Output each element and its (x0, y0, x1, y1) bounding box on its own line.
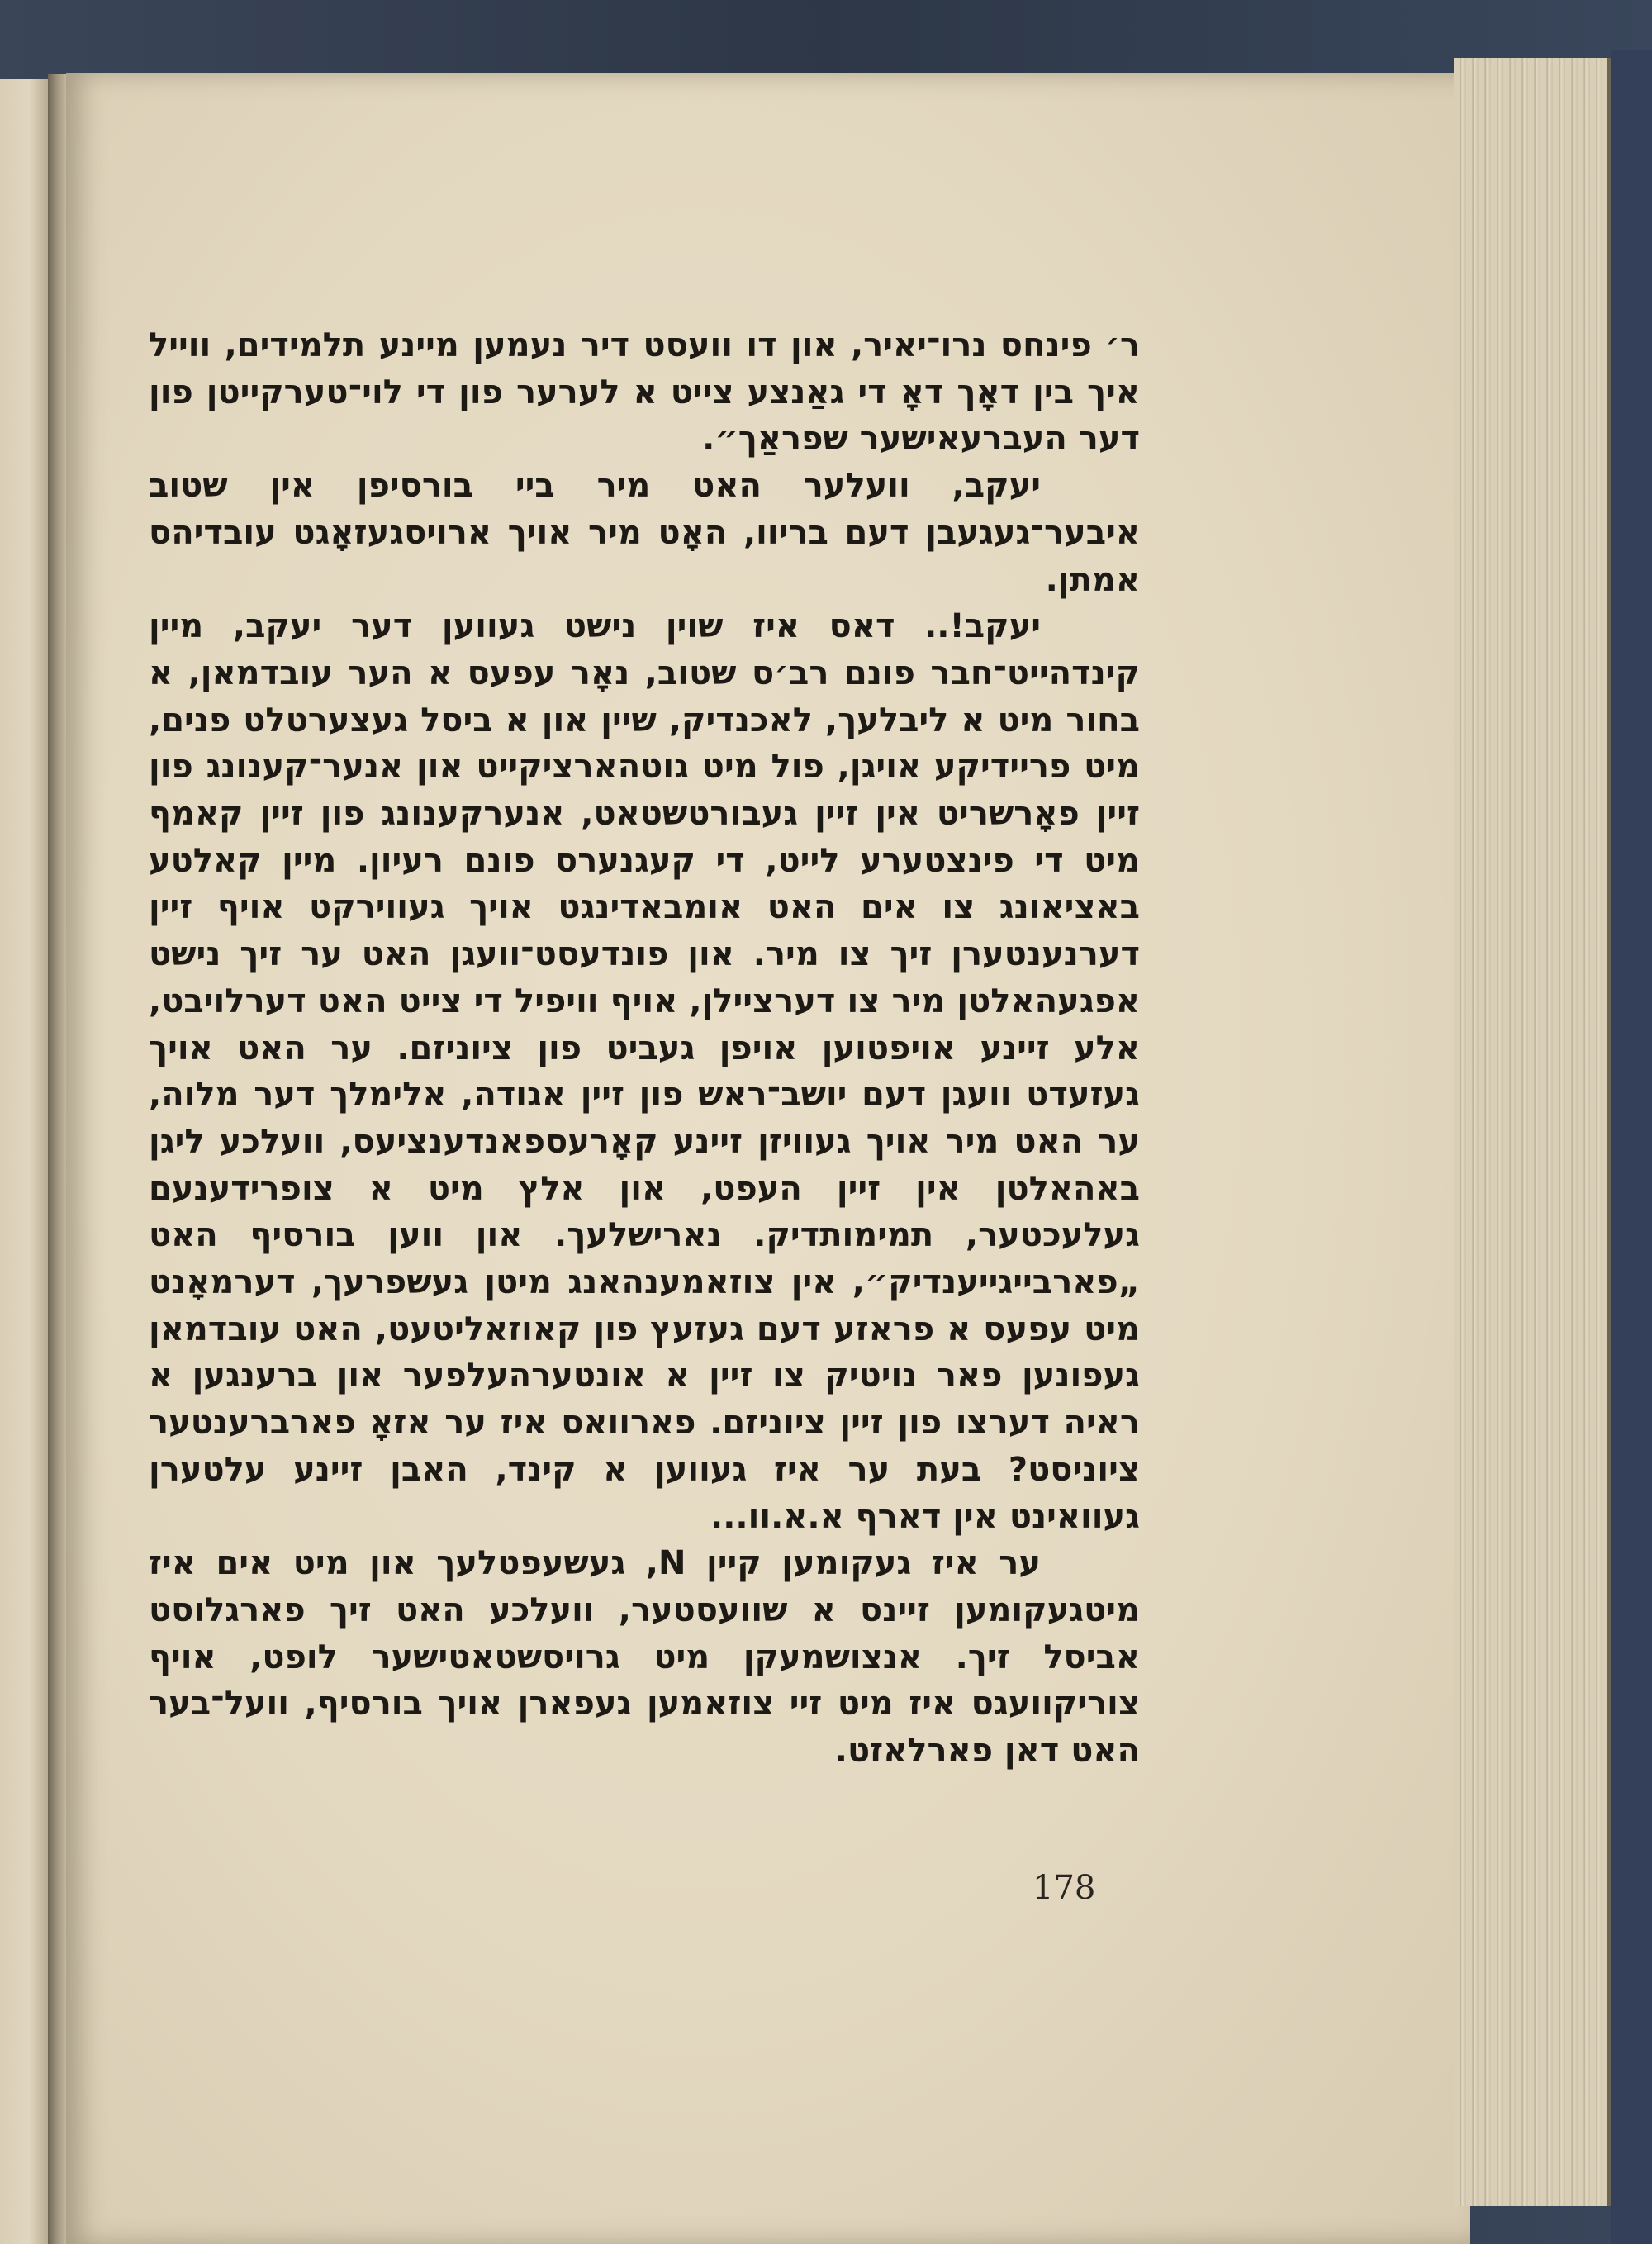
page-fore-edge (1454, 58, 1612, 2206)
paragraph-1: ר׳ פינחס נרו־יאיר, און דו וועסט דיר נעמען מיינע תלמידים, ווייל איך בין דאָך דאָ די גאַנצע צייט א לערער פון די לוי־טערקייטן פון דער העברעאישער שפראַך״. (149, 326, 1140, 459)
book-cover-right (1611, 50, 1652, 2244)
paragraph-3: יעקב!.. דאס איז שוין נישט געווען דער יעקב, מיין קינדהייט־חבר פונם רב׳ס שטוב, נאָר עפעס א הער עובדמאן, א בחור מיט א ליבלעך, לאכנדיק, שיין און א ביסל געצערטלט פנים, מיט פריידיקע אויגן, פול מיט גוטהארציקייט און אנער־קענונג פון זיין פאָרשריט אין זיין געבורטשטאט, אנערקענונג פון זיין קאמף מיט די פינצטערע לייט, די קעגנערס פונם רעיון. מיין קאלטע באציאונג צו אים האט אומבאדינגט אויך געווירקט אויף זיין דערנענטערן זיך צו מיר. און פונדעסט־וועגן האט ער זיך נישט אפגעהאלטן מיר צו דערציילן, אויף וויפיל די צייט האט דערלויבט, אלע זיינע אויפטוען אויפן געביט פון ציוניזם. ער האט אויך געזעדט וועגן דעם יושב־ראש פון זיין אגודה, אלימלך דער מלוה, ער האט מיר אויך געוויזן זיינע קאָרעספאנדענציעס, וועלכע ליגן באהאלטן אין זיין העפט, און אלץ מיט א צופרידענעם געלעכטער, תמימותדיק. נארישלעך. און ווען בורסיף האט „פארבייגייענדיק״, אין צוזאמענהאנג מיטן געשפרעך, דערמאָנט מיט עפעס א פראזע דעם געזעץ פון קאוזאליטעט, האט עובדמאן געפונען פאר נויטיק צו זיין א אונטערהעלפער און ברענגען א ראיה דערצו פון זיין ציוניזם. פארוואס איז ער אזאָ פארברענטער ציוניסט? בעת ער איז געווען א קינד, האבן זיינע עלטערן געוואינט אין דארף א.א.וו... (149, 607, 1140, 1536)
paragraph-2: יעקב, וועלער האט מיר ביי בורסיפן אין שטוב איבער־געגעבן דעם בריוו, האָט מיר אויך ארויסגעזאָגט עובדיהס אמתן. (149, 467, 1140, 599)
paragraph-4: ער איז געקומען קיין N, געשעפטלעך און מיט אים איז מיטגעקומען זיינס א שוועסטער, וועלכע האט זיך פארגלוסט אביסל זיך. אנצושמעקן מיט גרויסשטאטישער לופט, אויף צוריקוועגס איז מיט זיי צוזאמען געפארן אויך בורסיף, וועל־בער האט דאן פארלאזט. (149, 1544, 1140, 1771)
previous-page-edge (0, 79, 48, 2244)
page-text (149, 322, 1140, 1775)
page-number: 178 (1032, 1869, 1096, 1907)
